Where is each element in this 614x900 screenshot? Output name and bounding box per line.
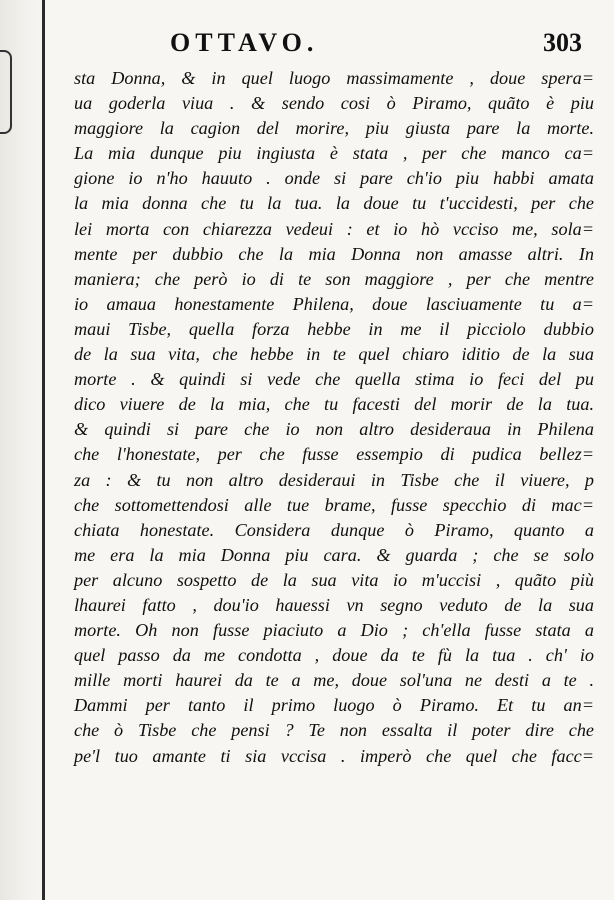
text-line: me era la mia Donna piu cara. & guarda ; che se solo [74, 544, 594, 565]
text-line: ua goderla viua . & sendo cosi ò Piramo, quãto è piu [74, 93, 594, 114]
facing-page-edge [0, 50, 12, 134]
text-line: gione io n'ho hauuto . onde si pare ch'io piu habbi amata [74, 168, 594, 189]
text-line: de la sua vita, che hebbe in te quel chiaro iditio de la sua [74, 344, 594, 365]
text-line: morte. Oh non fusse piaciuto a Dio ; ch'ella fusse stata a [74, 620, 594, 641]
text-line: quel passo da me condotta , doue da te fù la tua . ch' io [74, 645, 594, 666]
text-line: lhaurei fatto , dou'io hauessi vn segno veduto de la sua [74, 594, 594, 615]
running-head: OTTAVO. [170, 28, 319, 57]
page-header [74, 22, 594, 66]
text-line: La mia dunque piu ingiusta è stata , per che manco ca= [74, 143, 594, 164]
binding-gutter [0, 0, 46, 900]
text-line: che ò Tisbe che pensi ? Te non essalta il poter dire che [74, 720, 594, 741]
page-number: 303 [543, 28, 582, 57]
text-line: mille morti haurei da te a me, doue sol'una ne desti a te . [74, 670, 594, 691]
text-line: che l'honestate, per che fusse essempio di pudica bellez= [74, 444, 594, 465]
text-line: maniera; che però io di te son maggiore , per che mentre [74, 268, 594, 289]
text-line: za : & tu non altro desideraui in Tisbe che il viuere, p [74, 469, 594, 490]
text-line: & quindi si pare che io non altro desideraua in Philena [74, 419, 594, 440]
book-page [74, 22, 594, 769]
text-line: maui Tisbe, quella forza hebbe in me il picciolo dubbio [74, 318, 594, 339]
text-line: mente per dubbio che la mia Donna non amasse altri. In [74, 243, 594, 264]
text-line: chiata honestate. Considera dunque ò Piramo, quanto a [74, 519, 594, 540]
text-line: maggiore la cagion del morire, piu giusta pare la morte. [74, 118, 594, 139]
text-line: io amaua honestamente Philena, doue lasciuamente tu a= [74, 293, 594, 314]
text-line: per alcuno sospetto de la sua vita io m'uccisi , quãto più [74, 569, 594, 590]
text-line: Dammi per tanto il primo luogo ò Piramo. Et tu an= [74, 695, 594, 716]
text-line: lei morta con chiarezza vedeui : et io hò vcciso me, sola= [74, 218, 594, 239]
text-line: morte . & quindi si vede che quella stima io feci del pu [74, 369, 594, 390]
text-line: la mia donna che tu la tua. la doue tu t'uccidesti, per che [74, 193, 594, 214]
text-line: sta Donna, & in quel luogo massimamente , doue spera= [74, 68, 594, 88]
text-line: pe'l tuo amante ti sia vccisa . imperò che quel che facc= [74, 745, 594, 766]
text-block [74, 66, 594, 769]
text-line: dico viuere de la mia, che tu facesti del morir de la tua. [74, 394, 594, 415]
text-line: che sottomettendosi alle tue brame, fusse specchio di mac= [74, 494, 594, 515]
gutter-rule [42, 0, 45, 900]
